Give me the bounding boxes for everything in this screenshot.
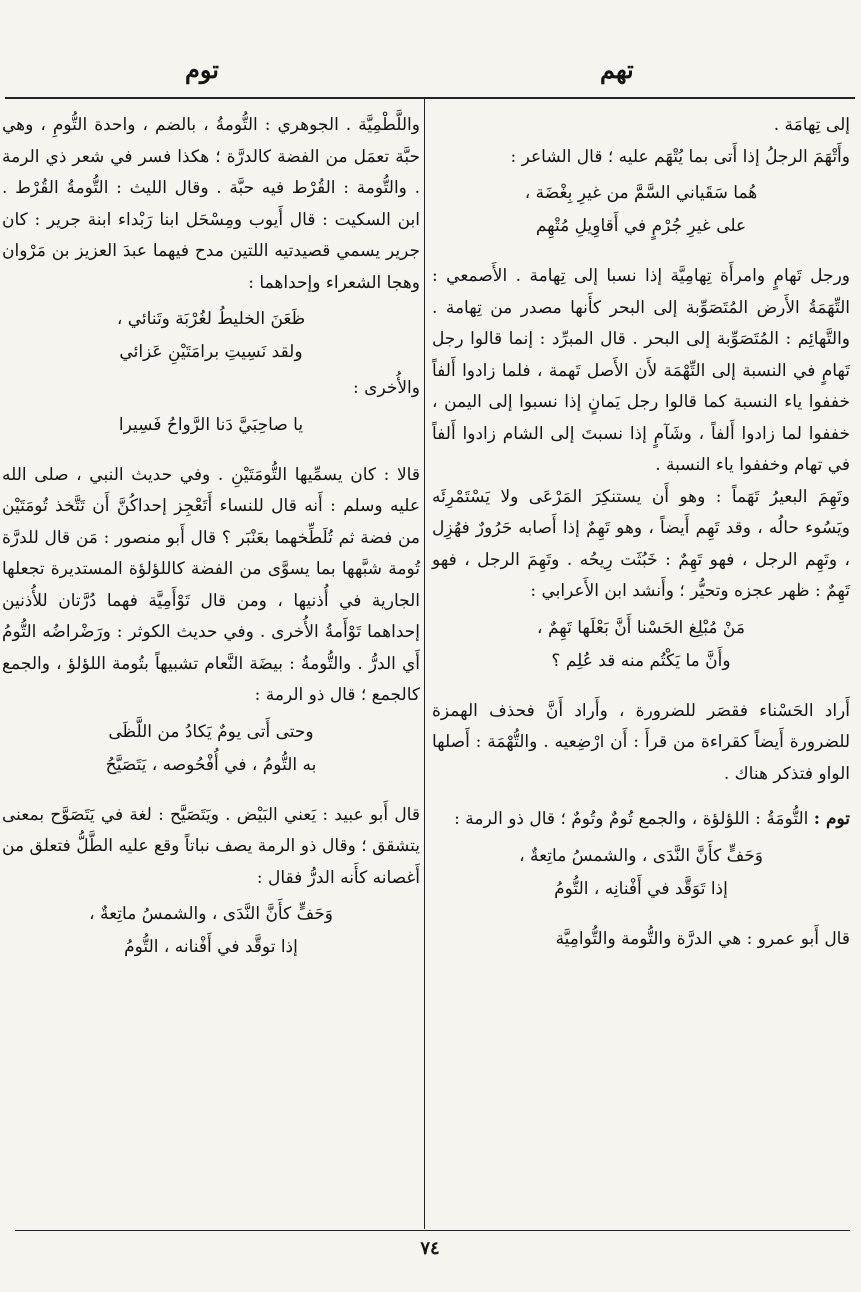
verse-line: ولقد نَسِيتِ برامَتَيْنِ عَزائي — [119, 342, 303, 362]
verse-line: إذا تَوَقَّد في أَفْنانِه ، التُّومُ — [554, 878, 728, 899]
poem-verse — [2, 898, 420, 964]
entry-headword: توم : — [813, 809, 850, 829]
verse-line: به التُّومُ ، في أُفْحُوصه ، يَتَصَيَّحُ — [105, 754, 317, 775]
left-column — [2, 110, 420, 968]
paragraph: أَراد الحَسْناء فقصَر للضرورة ، وأَراد أَنَّ فحذف الهمزة للضرورة أَيضاً كقراءة من قرأَ : أَن ارْضِعيه . والتُّهْمَة : أَصلها الواو فتذكر هناك . — [432, 700, 850, 784]
poem-verse — [432, 177, 850, 243]
poem-verse — [2, 303, 420, 369]
column-divider — [424, 99, 425, 1229]
header-left-entry-word: توم — [185, 55, 219, 84]
paragraph: ورجل تَهامٍ وامرأَة تِهامِيَّة إذا نسبا إلى تِهامة . الأَصمعي : التِّهَمَةُ الأَرض المُتَصَوِّبة إلى البحر كأَنها مصدر من تِهامة . والتَّهائِم : المُتَصَوِّبة إلى البحر . قال المبرِّد : إنما قالوا رجل تَهامٍ في النسبة إلى التِّهْمَة لأَن الأَصل تَهمة ، فلما زادوا أَلفاً خففوا ياء النسبة كما قالوا رجل يَمانٍ إذا نسبوا إلى اليمن ، خففوا لما زادوا أَلفاً ، وشَآمٍ إذا نسبتَ إلى الشام زادوا أَلفاً في تهام وخففوا ياء النسبة . — [432, 266, 850, 475]
verse-line: وَحَفٍّ كأَنَّ النَّدَى ، والشمسُ ماتِعةٌ ، — [519, 845, 763, 866]
entry-text: التُّومَةُ : اللؤلؤة ، والجمع تُومٌ وتُومٌ ؛ قال ذو الرمة : — [454, 809, 814, 829]
verse-line: على غيرِ جُرْمٍ في أَقاوِيلِ مُتْهِم — [535, 216, 747, 236]
verse-line: مَنْ مُبْلِغ الحَسْنا أَنَّ بَعْلَها تَهِمٌ ، — [537, 617, 745, 638]
poem-verse — [432, 840, 850, 906]
bottom-rule — [15, 1230, 850, 1231]
top-rule — [5, 97, 855, 99]
header-right-entry-word: تهم — [600, 55, 634, 84]
verse-line: يا صاحِبَيَّ دَنا الرَّواحُ فَسِيرا — [118, 414, 304, 435]
page-number: ٧٤ — [420, 1238, 440, 1259]
paragraph: واللَّطْمِيَّة . الجوهري : التُّومةُ ، بالضم ، واحدة التُّومِ ، وهي حبَّة تعمَل من الفضة كالدرَّة ؛ هكذا فسر في شعر ذي الرمة . والتُّومة : القُرْط فيه حبَّة . وقال الليث : التُّومةُ القُرْط . ابن السكيت : قال أَيوب ومِسْحَل ابنا رَبْداء ابنة جرير : كان جرير يسمي قصيدتيه اللتين مدح فيهما عبدَ العزيز بن مَرْوان وهجا الشعراء وإحداهما : — [2, 115, 420, 293]
paragraph: وتَهِمَ البعيرُ تَهَماً : وهو أَن يستنكِرَ المَرْعَى ولا يَسْتَمْرِئَه ويَسُوء حالُه ، وقد تَهِم أَيضاً ، وهو تَهِمٌ إذا أَصابه حَرُورٌ فهُزِل ، وتَهِم الرجل ، فهو تَهِمٌ : خَبُثَت رِيحُه . وتَهِمَ الرجل ، فهو تَهِمٌ : ظهر عجزه وتحيُّر ؛ وأَنشد ابن الأَعرابي : — [432, 486, 850, 601]
paragraph: إلى تِهامَة . — [773, 115, 850, 135]
entry-paragraph — [432, 804, 850, 836]
verse-line: ظَعَنَ الخليطُ لغُرْبَة وتَنائي ، — [116, 309, 306, 329]
verse-line: وحتى أَتى يومٌ يَكادُ من اللَّظَى — [108, 721, 314, 742]
paragraph: قال أَبو عبيد : يَعني البَيْض . ويَتَصَيَّح : لغة في يَتَصَوَّح بمعنى يتشقق ؛ وقال ذو الرمة يصف نباتاً وقع عليه الطَّلُّ فتعلق من أَغصانه كأَنه الدرُّ فقال : — [2, 804, 420, 888]
paragraph: قالا : كان يسمِّيها التُّومَتَيْنِ . وفي حديث النبي ، صلى الله عليه وسلم : أَنه قال للنساء أَتَعْجِز إحداكُنَّ أَن تَتَّخذ تُومَتَيْن من فضة ثم تُلَطِّخهما بعَنْبَر ؟ قال أَبو منصور : مَن قال للدرَّة تُومة شبَّهها بما يسوَّى من الفضة كاللؤلؤة المستديرة تجعلها الجارية في أُذنيها ، ومن قال تَوْأَمِيَّة فهما دُرَّتان للأُذنين إحداهما تَوْأَمةُ الأُخرى . وفي حديث الكوثر : ورَضْراضُه التُّومُ أَي الدرُّ . والتُّومةُ : بيضَة النَّعام تشبيهاً بتُومة اللؤلؤ ، والجمع كالجمع ؛ قال ذو الرمة : — [2, 464, 420, 705]
paragraph: وأَتْهَمَ الرجلُ إذا أَتى بما يُتْهَم عليه ؛ قال الشاعر : — [510, 146, 850, 167]
verse-line: وأَنَّ ما يَكْتُم منه قد عُلِم ؟ — [551, 650, 731, 671]
paragraph: والأُخرى : — [353, 378, 420, 398]
poem-verse — [2, 409, 420, 442]
verse-line: إذا توقَّد في أَفْنانه ، التُّومُ — [124, 937, 298, 957]
verse-line: هُما سَقَياني السَّمَّ من غيرِ بِغْضَة ، — [524, 183, 758, 203]
paragraph: قال أَبو عمرو : هي الدرَّة والتُّومة والتُّوامِيَّة — [555, 928, 850, 949]
poem-verse — [2, 716, 420, 782]
poem-verse — [432, 612, 850, 678]
verse-line: وَحَفٍّ كأَنَّ النَّدَى ، والشمسُ ماتِعةٌ ، — [89, 904, 333, 924]
right-column — [432, 110, 850, 955]
